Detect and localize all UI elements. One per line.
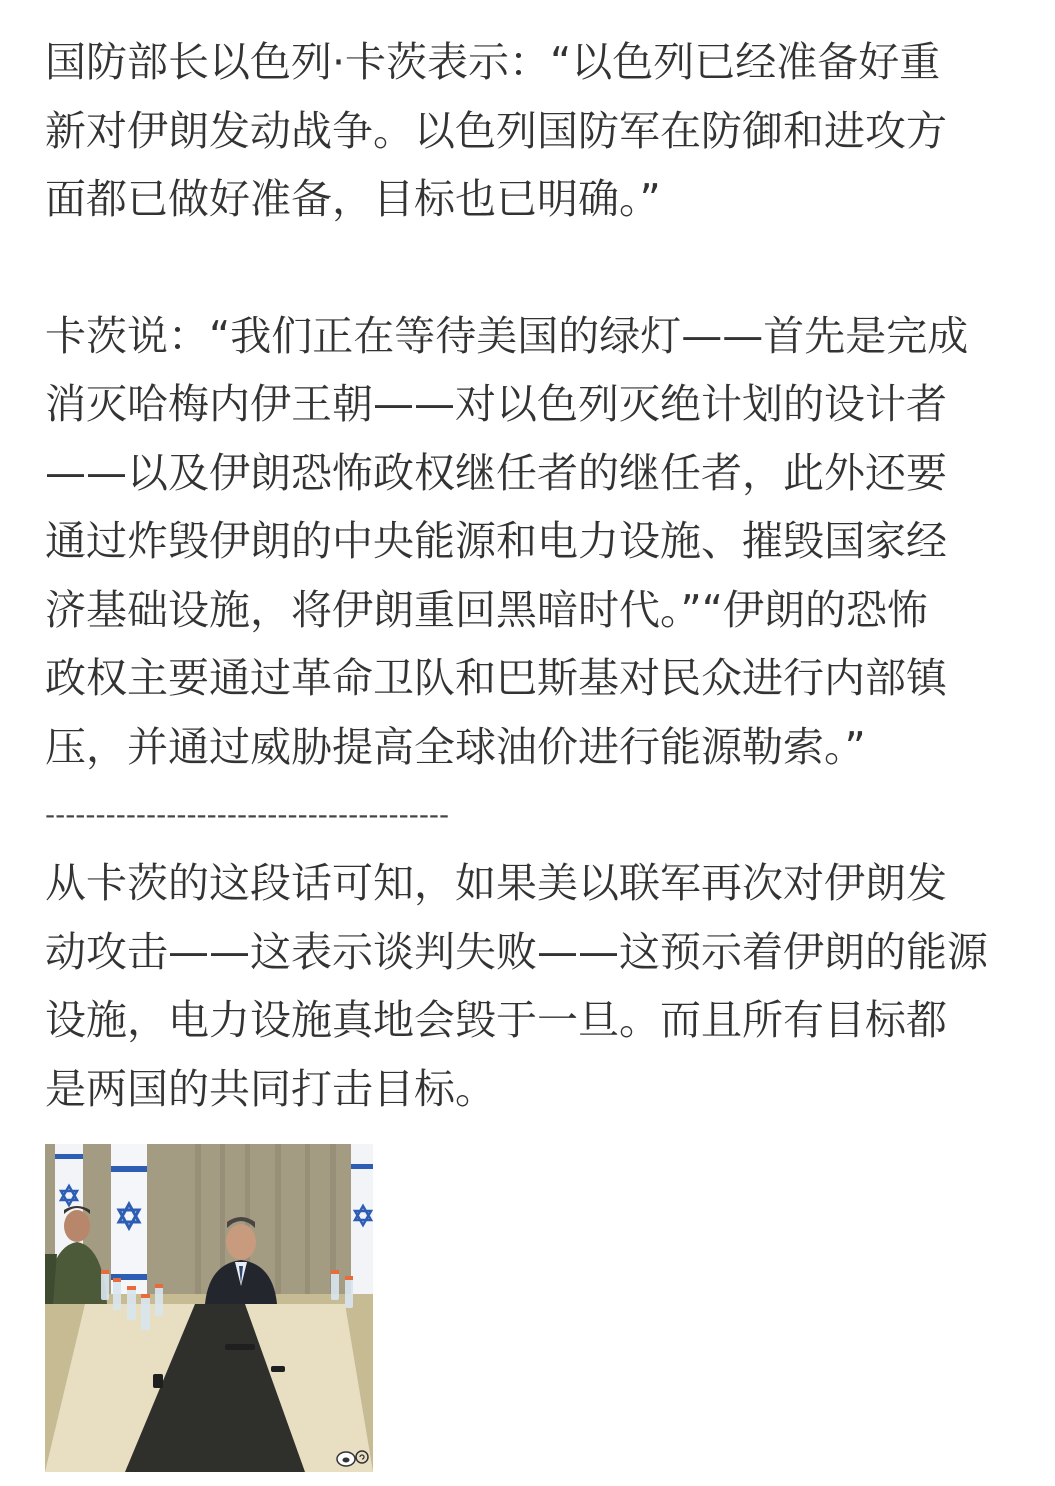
- paragraph-1: [45, 28, 1045, 234]
- text-line: 新对伊朗发动战争。以色列国防军在防御和进攻方: [45, 106, 947, 155]
- israel-flag-right: [351, 1144, 373, 1294]
- text-line: 政权主要通过革命卫队和巴斯基对民众进行内部镇: [45, 654, 947, 702]
- text-line: 济基础设施，将伊朗重回黑暗时代。”“伊朗的恐怖: [45, 585, 928, 634]
- text-line: 压，并通过威胁提高全球油价进行能源勒索。”: [45, 722, 866, 771]
- paragraph-3: [45, 849, 1045, 1123]
- text-line: ——以及伊朗恐怖政权继任者的继任者，此外还要: [45, 448, 947, 497]
- text-line: 从卡茨的这段话可知，如果美以联军再次对伊朗发: [45, 859, 947, 907]
- paragraph-2: [45, 302, 1045, 782]
- weibo-watermark-icon: [335, 1446, 369, 1468]
- text-line: 动攻击——这表示谈判失败——这预示着伊朗的能源: [45, 927, 988, 976]
- article-photo[interactable]: [45, 1144, 373, 1472]
- israel-flag-center: [111, 1144, 147, 1294]
- text-line: 国防部长以色列·卡茨表示：“以色列已经准备好重: [45, 38, 941, 86]
- dashed-divider: ----------------------------------------: [45, 798, 450, 831]
- meeting-photo-illustration: [45, 1144, 373, 1472]
- text-line: 通过炸毁伊朗的中央能源和电力设施、摧毁国家经: [45, 517, 947, 565]
- text-line: 面都已做好准备，目标也已明确。”: [45, 175, 661, 223]
- text-line: 设施，电力设施真地会毁于一旦。而且所有目标都: [45, 996, 947, 1044]
- text-line: 是两国的共同打击目标。: [45, 1064, 496, 1113]
- article-body: [45, 28, 1045, 1123]
- text-line: 消灭哈梅内伊王朝——对以色列灭绝计划的设计者: [45, 380, 947, 428]
- paragraph-gap: [45, 234, 1045, 302]
- text-line: 卡茨说：“我们正在等待美国的绿灯——首先是完成: [45, 311, 969, 360]
